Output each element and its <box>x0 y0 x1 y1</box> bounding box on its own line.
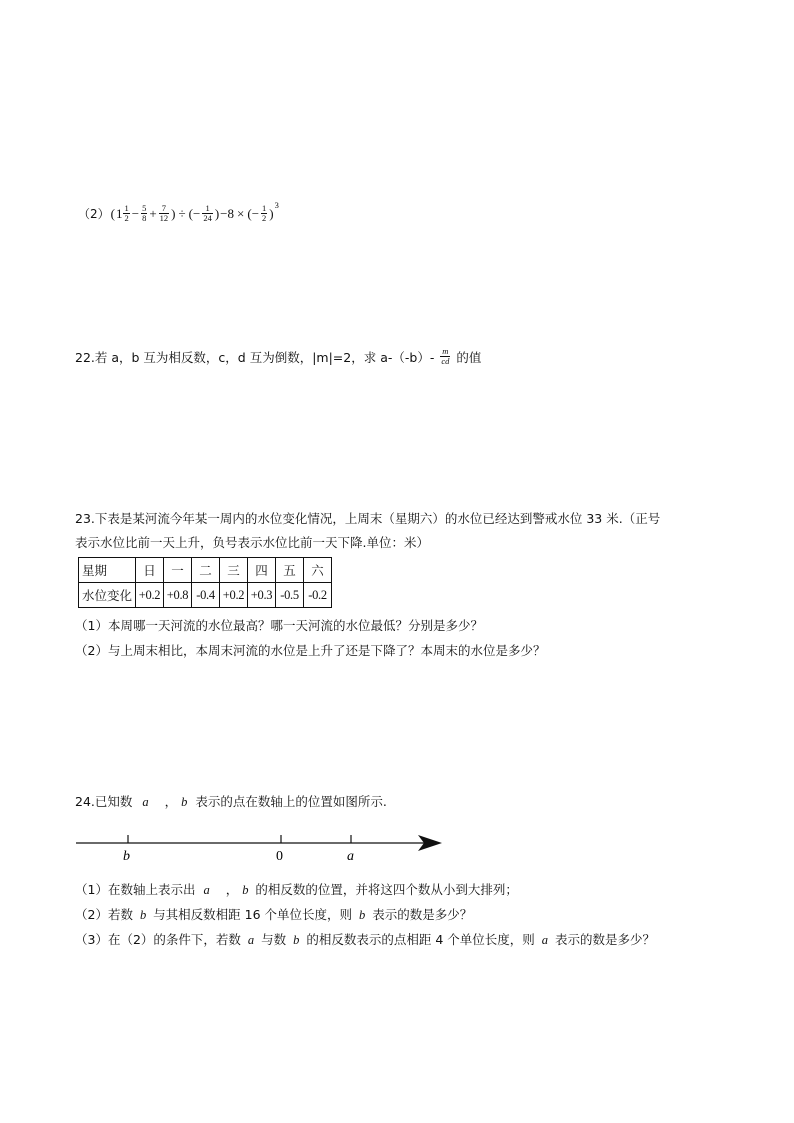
fraction <box>202 204 213 223</box>
table-cell: 水位变化 <box>79 583 136 608</box>
fraction <box>261 204 267 223</box>
variable-b: b <box>139 908 147 922</box>
variable-a: a <box>541 933 549 947</box>
table-cell: 一 <box>164 558 192 583</box>
q23-line1: 23.下表是某河流今年某一周内的水位变化情况，上周末（星期六）的水位已经达到警戒水位 33 米.（正号 <box>75 511 661 526</box>
paren: ) <box>269 205 274 221</box>
q21-part-label: （2） <box>78 207 110 221</box>
q22-text-end: 的值 <box>456 349 482 365</box>
paren: ) <box>171 205 176 221</box>
q24-sub2 <box>75 905 472 923</box>
denominator: 2 <box>262 213 267 223</box>
fraction <box>440 347 450 366</box>
paren: ( <box>110 205 115 221</box>
text: （2）若数 <box>75 907 133 922</box>
table-cell: -0.5 <box>276 583 304 608</box>
numerator: 7 <box>161 203 167 213</box>
table-cell: 星期 <box>79 558 136 583</box>
paren: (− <box>188 205 201 221</box>
fraction <box>141 204 147 223</box>
text: 表示的数是多少？ <box>555 932 656 947</box>
table-cell: +0.8 <box>164 583 192 608</box>
variable-a: a <box>142 795 149 809</box>
q24-sub3 <box>75 930 655 948</box>
table-cell: 六 <box>304 558 332 583</box>
text: 24.已知数 <box>75 794 133 809</box>
water-level-table <box>78 557 332 608</box>
variable-b: b <box>293 933 300 947</box>
variable-a: a <box>203 883 210 897</box>
fraction <box>159 204 170 223</box>
table-row <box>79 558 332 583</box>
q22-line <box>75 347 481 366</box>
paren: (− <box>247 205 260 221</box>
operator: × <box>237 205 245 221</box>
operator: −8 <box>220 205 235 221</box>
operator: − <box>131 205 140 221</box>
table-cell: +0.3 <box>248 583 276 608</box>
text: 与其相反数相距 16 个单位长度，则 <box>153 907 353 922</box>
variable-b: b <box>242 883 249 897</box>
denominator: cd <box>441 356 450 366</box>
denominator: 12 <box>159 213 169 223</box>
denominator: 2 <box>124 213 129 223</box>
numerator: 1 <box>124 203 129 213</box>
fraction <box>123 204 129 223</box>
table-cell: 五 <box>276 558 304 583</box>
q24-stem <box>75 792 387 810</box>
axis-label-b: b <box>123 849 130 864</box>
q24-sub1 <box>75 880 518 898</box>
text: （3）在（2）的条件下，若数 <box>75 932 241 947</box>
q23-line2: 表示水位比前一天上升，负号表示水位比前一天下降.单位：米） <box>75 535 429 550</box>
table-cell: -0.4 <box>192 583 220 608</box>
q23-sub1: （1）本周哪一天河流的水位最高？哪一天河流的水位最低？分别是多少？ <box>75 618 483 633</box>
axis-label-a: a <box>347 849 354 864</box>
text: 表示的数是多少？ <box>372 907 473 922</box>
table-cell: 二 <box>192 558 220 583</box>
variable-b: b <box>359 908 366 922</box>
exponent: 3 <box>274 199 279 210</box>
text: 与数 <box>261 932 287 947</box>
text: ， <box>164 794 178 809</box>
number-line <box>70 826 450 866</box>
text: 的相反数的位置，并将这四个数从小到大排列； <box>255 882 518 897</box>
operator: + <box>149 205 157 221</box>
text: ， <box>225 882 239 897</box>
numerator: 5 <box>142 203 147 213</box>
table-cell: 四 <box>248 558 276 583</box>
text: 表示的点在数轴上的位置如图所示. <box>195 794 387 809</box>
table-row <box>79 583 332 608</box>
table-cell: +0.2 <box>220 583 248 608</box>
table-cell: +0.2 <box>136 583 164 608</box>
axis-label-zero: 0 <box>276 849 283 864</box>
variable-a: a <box>247 933 255 947</box>
text: （1）在数轴上表示出 <box>75 882 196 897</box>
table-cell: 三 <box>220 558 248 583</box>
whole-part: 1 <box>115 205 123 221</box>
operator: ÷ <box>178 205 186 221</box>
numerator: 1 <box>262 203 267 213</box>
variable-b: b <box>181 795 188 809</box>
mixed-number <box>116 204 131 223</box>
table-cell: 日 <box>136 558 164 583</box>
q23-sub2: （2）与上周末相比，本周末河流的水位是上升了还是下降了？本周末的水位是多少？ <box>75 643 546 658</box>
table-cell: -0.2 <box>304 583 332 608</box>
q22-text: 22.若 a，b 互为相反数，c，d 互为倒数，|m|=2，求 a-（-b）- <box>75 349 435 365</box>
q21-expression <box>78 199 279 223</box>
numerator: 1 <box>205 203 210 213</box>
text: 的相反数表示的点相距 4 个单位长度，则 <box>306 932 535 947</box>
denominator: 24 <box>203 213 212 223</box>
denominator: 8 <box>142 213 147 223</box>
numerator: m <box>442 346 449 356</box>
paren: ) <box>214 205 220 221</box>
